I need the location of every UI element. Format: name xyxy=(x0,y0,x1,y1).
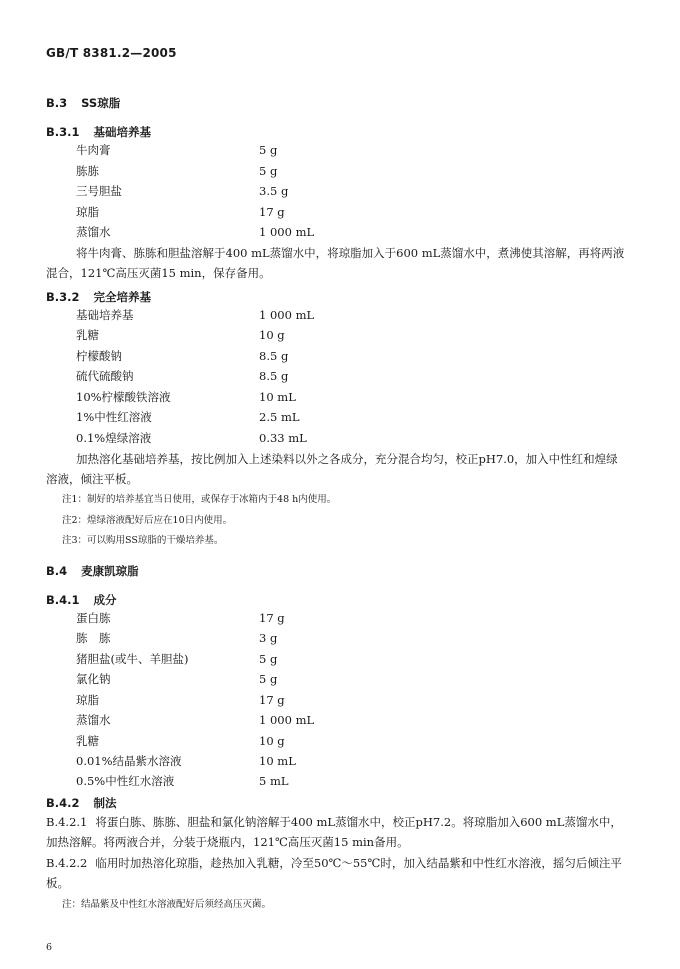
ingredient-amount: 10 mL xyxy=(259,754,296,768)
ingredient-amount: 17 g xyxy=(259,205,285,219)
ingredient-row xyxy=(76,141,416,159)
ingredient-name: 乳糖 xyxy=(76,734,99,748)
ingredient-name: 蒸馏水 xyxy=(76,225,111,239)
ingredient-row xyxy=(76,650,416,668)
ingredient-amount: 5 g xyxy=(259,672,278,686)
ingredient-name: 琼脂 xyxy=(76,205,99,219)
ingredient-name: 蒸馏水 xyxy=(76,713,111,727)
ingredient-amount: 0.33 mL xyxy=(259,431,307,445)
ingredient-amount: 10 g xyxy=(259,734,285,748)
section-b31-heading xyxy=(46,124,151,140)
ingredient-name: 蛋白胨 xyxy=(76,611,111,625)
note: 注3：可以购用SS琼脂的干燥培养基。 xyxy=(62,535,224,546)
ingredient-row xyxy=(76,772,416,790)
section-b41-heading xyxy=(46,592,117,608)
ingredient-row xyxy=(76,711,416,729)
clause-number: B.4.2.2 xyxy=(46,856,88,870)
ingredient-row xyxy=(76,367,416,385)
ingredient-amount: 5 g xyxy=(259,143,278,157)
ingredient-row xyxy=(76,162,416,180)
ingredient-row xyxy=(76,306,416,324)
ingredient-name: 基础培养基 xyxy=(76,308,134,322)
ingredient-name: 1%中性红溶液 xyxy=(76,410,152,424)
ingredient-name: 柠檬酸钠 xyxy=(76,349,122,363)
ingredient-amount: 2.5 mL xyxy=(259,410,300,424)
section-b3-heading xyxy=(46,95,120,111)
ingredient-name: 猪胆盐(或牛、羊胆盐) xyxy=(76,652,189,666)
ingredient-name: 10%柠檬酸铁溶液 xyxy=(76,390,171,404)
ingredient-name: 0.01%结晶紫水溶液 xyxy=(76,754,182,768)
ingredient-name: 硫代硫酸钠 xyxy=(76,369,134,383)
section-title: 完全培养基 xyxy=(93,290,152,304)
ingredient-amount: 3 g xyxy=(259,631,278,645)
ingredient-row xyxy=(76,629,416,647)
page-number: 6 xyxy=(46,942,53,953)
ingredient-amount: 1 000 mL xyxy=(259,713,315,727)
ingredient-name: 0.1%煌绿溶液 xyxy=(76,431,152,445)
section-number: B.3 xyxy=(46,96,68,110)
ingredient-row xyxy=(76,388,416,406)
procedure-paragraph xyxy=(46,812,628,852)
ingredient-amount: 8.5 g xyxy=(259,369,289,383)
section-number: B.4.2 xyxy=(46,796,80,810)
note: 注：结晶紫及中性红水溶液配好后须经高压灭菌。 xyxy=(62,899,272,910)
ingredient-amount: 10 mL xyxy=(259,390,296,404)
section-b42-heading xyxy=(46,795,117,811)
note: 注2：煌绿溶液配好后应在10日内使用。 xyxy=(62,515,233,526)
ingredient-row xyxy=(76,429,416,447)
section-number: B.4.1 xyxy=(46,593,80,607)
procedure-paragraph xyxy=(46,853,628,893)
ingredient-name: 乳糖 xyxy=(76,328,99,342)
ingredient-row xyxy=(76,223,416,241)
ingredient-name: 胨胨 xyxy=(76,164,99,178)
ingredient-name: 0.5%中性红水溶液 xyxy=(76,774,175,788)
procedure-text: 加热溶化基础培养基，按比例加入上述染料以外之各成分，充分混合均匀，校正pH7.0，加入中性红和煌绿溶液，倾注平板。 xyxy=(46,452,618,486)
ingredient-row xyxy=(76,609,416,627)
section-number: B.3.2 xyxy=(46,290,80,304)
procedure-paragraph xyxy=(46,449,628,489)
procedure-text: 将牛肉膏、胨胨和胆盐溶解于400 mL蒸馏水中，将琼脂加入于600 mL蒸馏水中，煮沸使其溶解，再将两液混合，121℃高压灭菌15 min，保存备用。 xyxy=(46,246,625,280)
ingredient-name: 牛肉膏 xyxy=(76,143,111,157)
ingredient-row xyxy=(76,326,416,344)
section-title: 制法 xyxy=(93,796,117,810)
ingredient-name: 三号胆盐 xyxy=(76,184,122,198)
ingredient-row xyxy=(76,182,416,200)
ingredient-row xyxy=(76,732,416,750)
ingredient-row xyxy=(76,691,416,709)
section-title: SS琼脂 xyxy=(81,96,121,110)
section-b32-heading xyxy=(46,289,151,305)
note: 注1：制好的培养基宜当日使用，或保存于冰箱内于48 h内使用。 xyxy=(62,494,337,505)
procedure-text: 将蛋白胨、胨胨、胆盐和氯化钠溶解于400 mL蒸馏水中，校正pH7.2。将琼脂加入600 mL蒸馏水中，加热溶解。将两液合并，分装于烧瓶内，121℃高压灭菌15 min备用。 xyxy=(46,815,622,849)
section-b4-heading xyxy=(46,563,139,579)
procedure-text: 临用时加热溶化琼脂，趁热加入乳糖，冷至50℃～55℃时，加入结晶紫和中性红水溶液，摇匀后倾注平板。 xyxy=(46,856,622,890)
ingredient-amount: 5 mL xyxy=(259,774,289,788)
section-title: 基础培养基 xyxy=(93,125,152,139)
ingredient-name: 琼脂 xyxy=(76,693,99,707)
ingredient-amount: 8.5 g xyxy=(259,349,289,363)
ingredient-row xyxy=(76,752,416,770)
section-number: B.3.1 xyxy=(46,125,80,139)
ingredient-name: 氯化钠 xyxy=(76,672,111,686)
ingredient-row xyxy=(76,408,416,426)
section-title: 成分 xyxy=(93,593,117,607)
ingredient-amount: 1 000 mL xyxy=(259,308,315,322)
ingredient-amount: 1 000 mL xyxy=(259,225,315,239)
ingredient-row xyxy=(76,670,416,688)
ingredient-amount: 17 g xyxy=(259,611,285,625)
ingredient-amount: 3.5 g xyxy=(259,184,289,198)
clause-number: B.4.2.1 xyxy=(46,815,88,829)
ingredient-amount: 5 g xyxy=(259,652,278,666)
ingredient-amount: 5 g xyxy=(259,164,278,178)
ingredient-name: 胨 胨 xyxy=(76,631,111,645)
ingredient-row xyxy=(76,203,416,221)
ingredient-amount: 17 g xyxy=(259,693,285,707)
document-header: GB/T 8381.2—2005 xyxy=(46,46,177,60)
procedure-paragraph xyxy=(46,243,628,283)
section-number: B.4 xyxy=(46,564,68,578)
ingredient-row xyxy=(76,347,416,365)
section-title: 麦康凯琼脂 xyxy=(81,564,139,578)
ingredient-amount: 10 g xyxy=(259,328,285,342)
